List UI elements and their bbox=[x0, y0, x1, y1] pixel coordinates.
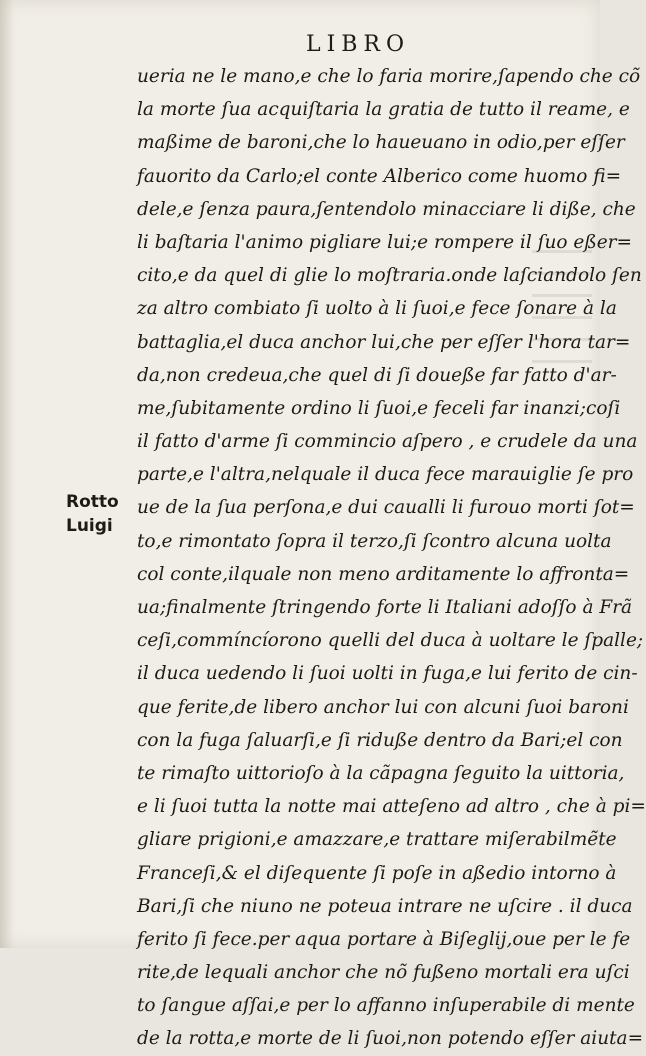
text-line: maßime de baroni,che lo haueuano in odio,per eſſer bbox=[137, 132, 625, 154]
text-line: e li ſuoi tutta la notte mai atteſeno ad altro , che à pi= bbox=[137, 796, 646, 818]
text-line: te rimaſto uittorioſo à la cãpagna ſeguito la uittoria, bbox=[137, 762, 625, 784]
page-gutter-shadow bbox=[0, 0, 14, 948]
text-line: ue de la ſua perſona,e dui caualli li furouo morti ſot= bbox=[137, 497, 635, 519]
text-line: za altro combiato ſi uolto à li ſuoi,e fece ſonare à la bbox=[137, 298, 617, 320]
page-header bbox=[0, 32, 600, 57]
text-line: de la rotta,e morte de li ſuoi,non potendo eſſer aiuta= bbox=[137, 1028, 644, 1050]
text-line: que ferite,de libero anchor lui con alcuni ſuoi baroni bbox=[137, 696, 629, 718]
text-line: da,non credeua,che quel di ſi doueße far fatto d'ar- bbox=[137, 364, 617, 386]
margin-note bbox=[66, 490, 136, 538]
running-head: LIBRO bbox=[305, 32, 411, 57]
text-line: il duca uedendo li ſuoi uolti in fuga,e lui ferito de cin- bbox=[137, 663, 638, 685]
text-line: cito,e da quel di glie lo moſtraria.onde laſciandolo ſen bbox=[137, 265, 642, 287]
text-line: to,e rimontato ſopra il terzo,ſi ſcontro alcuna uolta bbox=[137, 530, 612, 552]
text-line: Franceſi,& el diſequente ſi poſe in aßedio intorno à bbox=[137, 862, 617, 884]
text-line: ueria ne le mano,e che lo faria morire,ſapendo che cõ bbox=[137, 66, 641, 87]
text-line: ua;finalmente ſtringendo forte li Italiani adoſſo à Frã bbox=[137, 597, 633, 618]
text-line: ceſi,commíncíorono quelli del duca à uoltare le ſpalle; bbox=[137, 630, 644, 652]
text-line: me,ſubitamente ordino li ſuoi,e feceli far inanzi;coſi bbox=[137, 397, 621, 419]
text-line: to ſangue aſſai,e per lo affanno inſuperabile di mente bbox=[137, 995, 635, 1017]
text-line: battaglia,el duca anchor lui,che per eſſer l'hora tar= bbox=[137, 331, 631, 353]
text-line: la morte ſua acquiſtaria la gratia de tutto il reame, e bbox=[137, 99, 630, 121]
margin-note-line: Rotto bbox=[66, 492, 119, 512]
text-line: il fatto d'arme ſi commincio aſpero , e crudele da una bbox=[137, 431, 638, 453]
text-line: Bari,ſi che niuno ne poteua intrare ne uſcire . il duca bbox=[137, 895, 633, 917]
text-line: con la fuga ſaluarſi,e ſi riduße dentro da Bari;el con bbox=[137, 729, 623, 751]
body-text bbox=[137, 60, 646, 1056]
text-line: ferito ſi fece.per aqua portare à Biſeglij,oue per le fe bbox=[137, 928, 631, 950]
text-line: fauorito da Carlo;el conte Alberico come huomo fi= bbox=[137, 165, 622, 187]
text-line: parte,e l'altra,nelquale il duca fece marauiglie ſe pro bbox=[137, 464, 634, 486]
text-line: gliare prigioni,e amazzare,e trattare miſerabilmẽte bbox=[137, 829, 617, 851]
margin-note-line: Luigi bbox=[66, 516, 113, 536]
text-line: rite,de lequali anchor che nõ fußeno mortali era uſci bbox=[137, 962, 630, 984]
text-line: col conte,ilquale non meno arditamente lo affronta= bbox=[137, 563, 630, 585]
text-line: dele,e ſenza paura,ſentendolo minacciare li diße, che bbox=[137, 198, 636, 220]
text-line: li baſtaria l'animo pigliare lui;e rompere il ſuo eßer= bbox=[137, 231, 633, 253]
